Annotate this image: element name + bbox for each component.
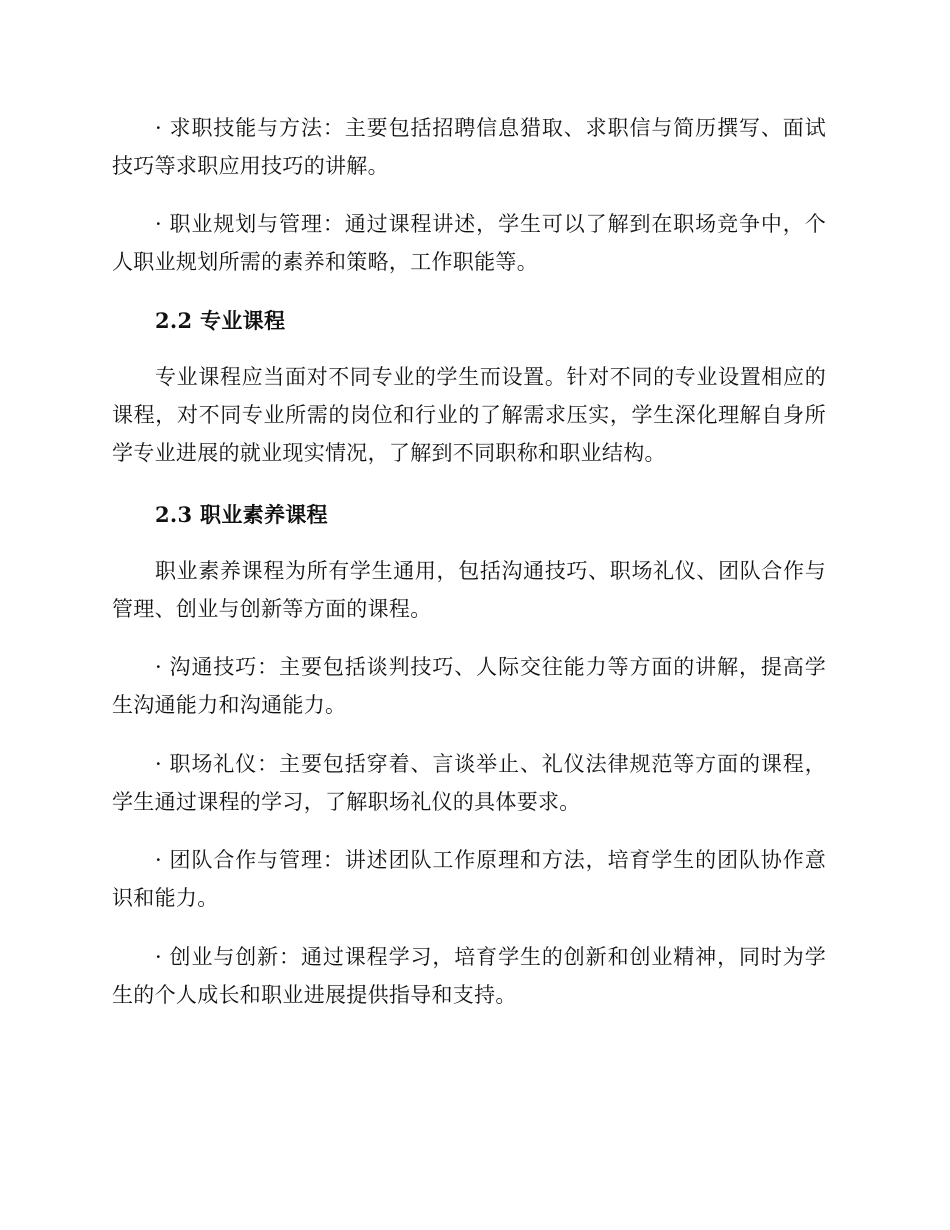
- section-heading-2-2: 2.2 专业课程: [155, 308, 286, 333]
- paragraph-professional-courses: 专业课程应当面对不同专业的学生而设置。针对不同的专业设置相应的课程，对不同专业所需的岗位和行业的了解需求压实，学生深化理解自身所学专业进展的就业现实情况，了解到不同职称和职业结构。: [112, 365, 826, 465]
- paragraph-professional-quality: 职业素养课程为所有学生通用，包括沟通技巧、职场礼仪、团队合作与管理、创业与创新等方面的课程。: [112, 559, 826, 621]
- bullet-job-skills: · 求职技能与方法：主要包括招聘信息猎取、求职信与简历撰写、面试技巧等求职应用技巧的讲解。: [112, 116, 826, 178]
- bullet-communication: · 沟通技巧：主要包括谈判技巧、人际交往能力等方面的讲解，提高学生沟通能力和沟通能力。: [112, 655, 826, 717]
- section-heading-2-3: 2.3 职业素养课程: [155, 502, 328, 527]
- bullet-entrepreneurship: · 创业与创新：通过课程学习，培育学生的创新和创业精神，同时为学生的个人成长和职业进展提供指导和支持。: [112, 945, 826, 1007]
- bullet-workplace-etiquette: · 职场礼仪：主要包括穿着、言谈举止、礼仪法律规范等方面的课程，学生通过课程的学习，了解职场礼仪的具体要求。: [112, 752, 826, 814]
- bullet-teamwork: · 团队合作与管理：讲述团队工作原理和方法，培育学生的团队协作意识和能力。: [112, 848, 826, 910]
- bullet-career-planning: · 职业规划与管理：通过课程讲述，学生可以了解到在职场竞争中，个人职业规划所需的素养和策略，工作职能等。: [112, 212, 826, 274]
